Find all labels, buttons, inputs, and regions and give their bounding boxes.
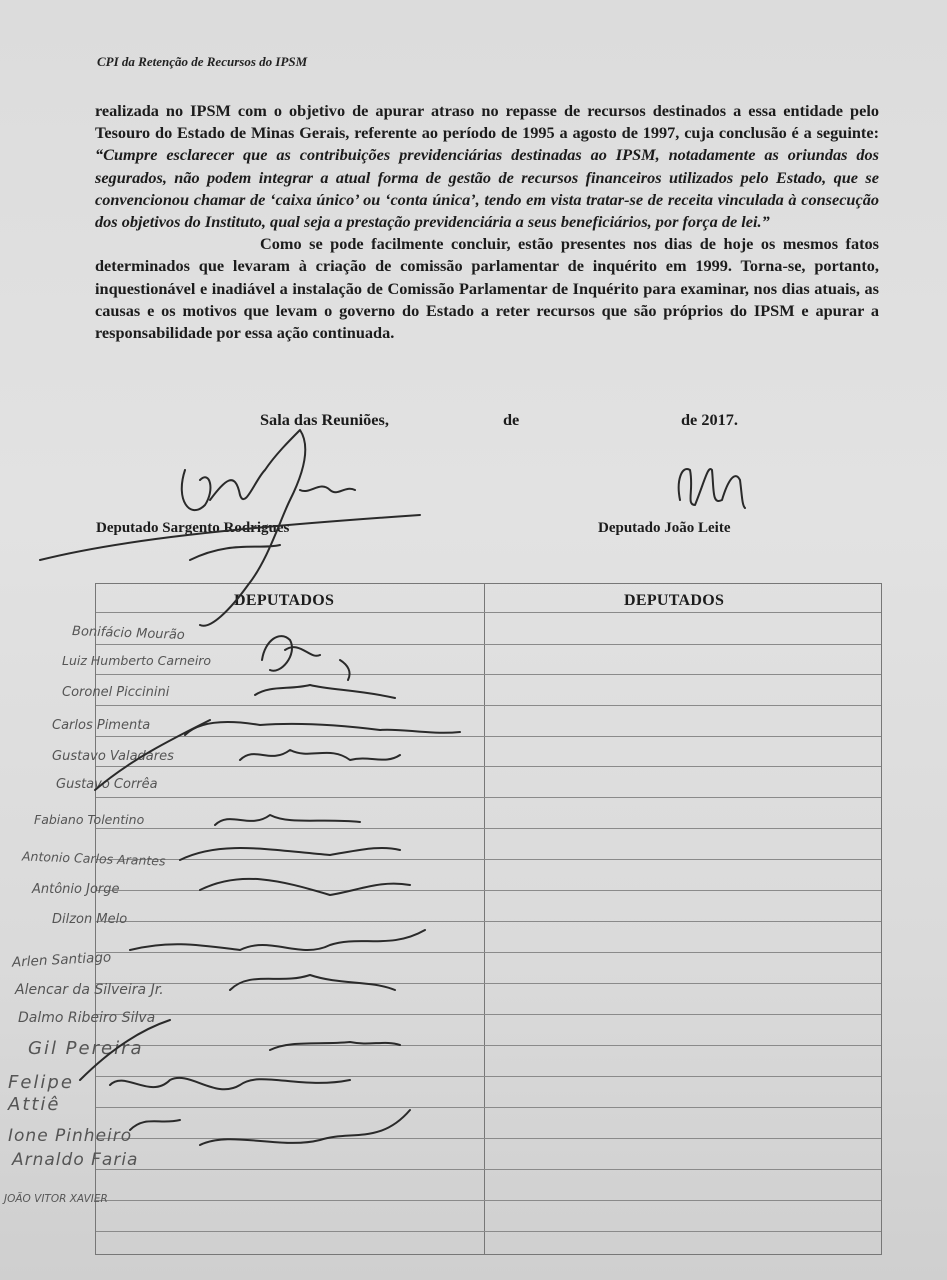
signature-sargento-rodrigues <box>40 430 420 626</box>
signature-row <box>262 636 350 680</box>
date-year: de 2017. <box>681 410 738 429</box>
handwritten-name: Felipe Attiê <box>8 1072 74 1115</box>
paragraph-1-quote: “Cumpre esclarecer que as contribuições previdenciárias destinadas ao IPSM, notadamente as oriundas dos segurados, não podem integrar a atual forma de gestão de recursos financeiros utilizados pelo Estado, que se convencionou chamar de ‘caixa único’ ou ‘conta única’, tendo em vista tratar-se de receita vinculada à consecução dos objetivos do Instituto, qual seja a prestação previdenciária a seus beneficiários, por força de lei.” <box>95 145 879 232</box>
signature-joao-leite <box>679 469 745 508</box>
handwritten-name: Gustavo Valadares <box>52 749 174 764</box>
handwritten-name: Gil Pereira <box>28 1038 144 1059</box>
handwritten-name: Luiz Humberto Carneiro <box>62 653 212 668</box>
signature-row <box>200 879 410 895</box>
handwritten-name: Ione Pinheiro <box>8 1126 133 1146</box>
signature-row <box>180 848 400 860</box>
handwritten-name: Gustavo Corrêa <box>56 777 158 792</box>
handwritten-name: Alencar da Silveira Jr. <box>15 982 164 998</box>
paragraph-1-text: realizada no IPSM com o objetivo de apurar atraso no repasse de recursos destinados a essa entidade pelo Tesouro do Estado de Minas Gerais, referente ao período de 1995 a agosto de 1997, cuja conclusão é a seguinte: <box>95 101 879 143</box>
handwritten-name: Dalmo Ribeiro Silva <box>18 1010 156 1026</box>
table-header-col2: DEPUTADOS <box>624 592 725 609</box>
handwritten-name: Antonio Carlos Arantes <box>21 848 166 869</box>
signature-row <box>130 930 425 950</box>
handwritten-name: Antônio Jorge <box>32 882 120 897</box>
date-de: de <box>503 410 520 429</box>
signature-row <box>185 722 460 735</box>
signature-row <box>130 1120 180 1130</box>
paragraph-2-text: Como se pode facilmente concluir, estão presentes nos dias de hoje os mesmos fatos determinados que levaram à criação de comissão parlamentar de inquérito em 1999. Torna-se, portanto, inquestionável e inadiável a instalação de Comissão Parlamentar de Inquérito para examinar, nos dias atuais, as causas e os motivos que levam o governo do Estado a reter recursos que são próprios do IPSM e apurar a responsabilidade por essa ação continuada. <box>95 234 879 343</box>
document-header: CPI da Retenção de Recursos do IPSM <box>97 54 308 69</box>
signature-row <box>80 720 210 1080</box>
handwritten-name: Carlos Pimenta <box>52 718 151 733</box>
table-header-col1: DEPUTADOS <box>234 592 335 609</box>
signature-row <box>200 1110 410 1145</box>
handwritten-name: JOÃO VITOR XAVIER <box>4 1193 108 1205</box>
handwritten-name: Arnaldo Faria <box>12 1150 139 1170</box>
signature-row <box>215 815 360 825</box>
handwritten-name: Fabiano Tolentino <box>34 812 145 827</box>
signature-row <box>270 1042 400 1050</box>
handwritten-name: Bonifácio Mourão <box>71 624 186 643</box>
signature-row <box>230 975 395 990</box>
handwritten-name: Coronel Piccinini <box>62 685 170 700</box>
handwritten-name: Dilzon Melo <box>52 912 128 927</box>
signature-row <box>240 750 400 760</box>
signature-row <box>255 685 395 698</box>
date-place: Sala das Reuniões, <box>260 410 389 429</box>
handwritten-name: Arlen Santiago <box>11 949 112 971</box>
signatory-label-2: Deputado João Leite <box>598 520 731 536</box>
signature-row <box>110 1078 350 1089</box>
signatory-label-1: Deputado Sargento Rodrigues <box>96 520 290 536</box>
